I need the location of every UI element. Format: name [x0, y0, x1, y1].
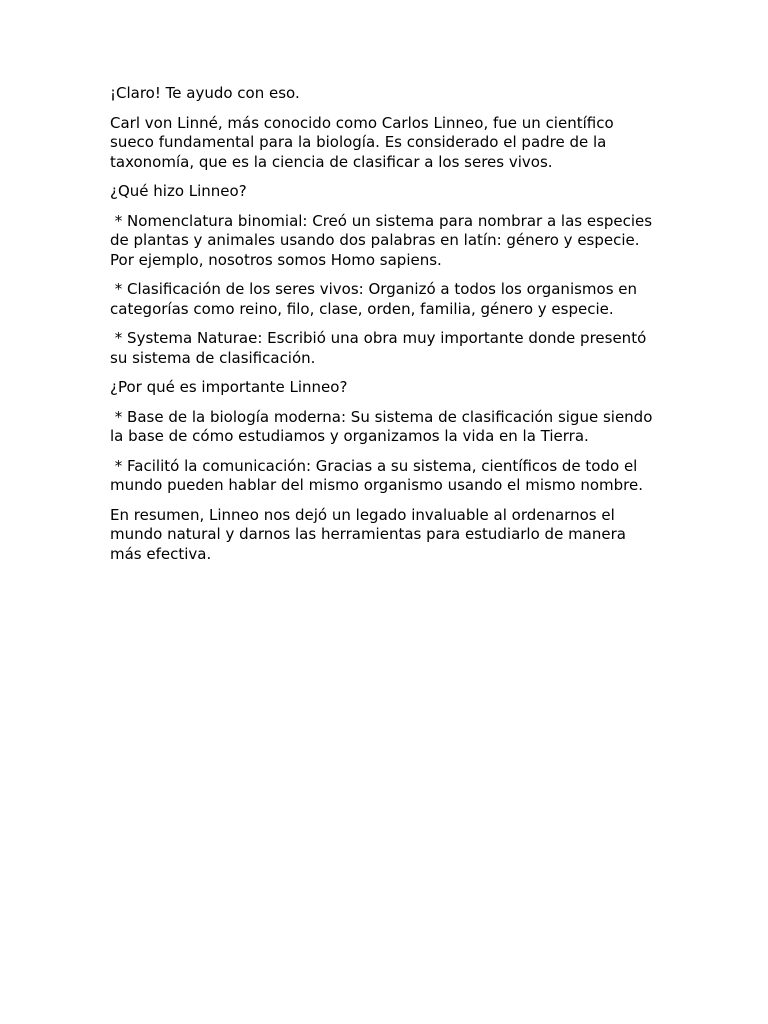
bullet-binomial: * Nomenclatura binomial: Creó un sistema para nombrar a las especies de plantas y animales usando dos palabras en latín: género y especie. Por ejemplo, nosotros somos Homo sapiens.	[110, 211, 657, 269]
bullet-classification: * Clasificación de los seres vivos: Organizó a todos los organismos en categorías como reino, filo, clase, orden, familia, género y especie.	[110, 280, 642, 318]
linneo-description: Carl von Linné, más conocido como Carlos Linneo, fue un científico sueco fundamental para la biología. Es considerado el padre de la taxonomía, que es la ciencia de clasificar a los seres vivos.	[110, 113, 619, 171]
bullet-systema-naturae: * Systema Naturae: Escribió una obra muy importante donde presentó su sistema de clasificación.	[110, 329, 652, 367]
bullet-modern-biology: * Base de la biología moderna: Su sistema de clasificación sigue siendo la base de cómo estudiamos y organizamos la vida en la Tierra.	[110, 407, 658, 445]
bullet-communication: * Facilitó la comunicación: Gracias a su sistema, científicos de todo el mundo pueden hablar del mismo organismo usando el mismo nombre.	[110, 456, 644, 494]
summary-paragraph: En resumen, Linneo nos dejó un legado invaluable al ordenarnos el mundo natural y darnos las herramientas para estudiarlo de manera más efectiva.	[110, 505, 631, 563]
section-heading-why: ¿Por qué es importante Linneo?	[110, 378, 348, 396]
intro-line: ¡Claro! Te ayudo con eso.	[110, 84, 300, 102]
section-heading-what: ¿Qué hizo Linneo?	[110, 182, 247, 200]
document-page	[110, 84, 660, 574]
